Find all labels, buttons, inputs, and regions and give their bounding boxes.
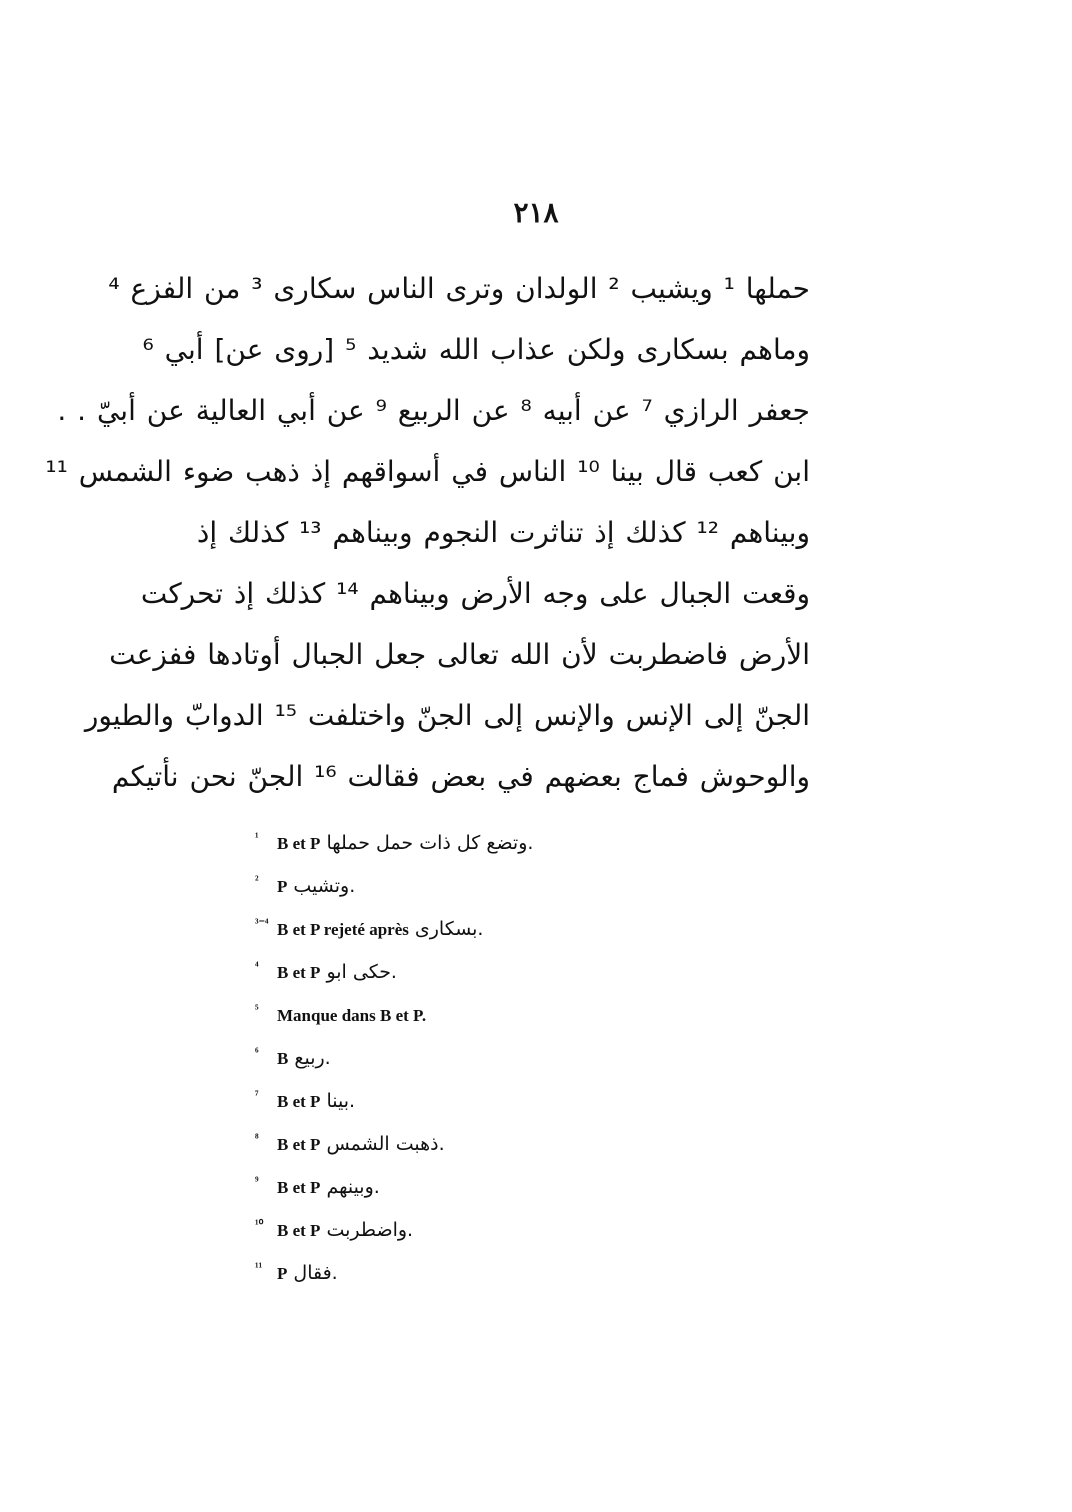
footnote-source: P <box>277 1264 288 1283</box>
footnote-arabic: .وتشيب <box>293 875 356 897</box>
footnote <box>255 1037 755 1080</box>
footnotes <box>255 822 755 1295</box>
footnote-marker: ⁴ <box>255 959 259 973</box>
text-line: ابن كعب قال بينا ¹⁰ الناس في أسواقهم إذ ذهب ضوء الشمس ¹¹ <box>45 455 810 488</box>
footnote-source: B et P <box>277 1178 321 1197</box>
text-line: حملها ¹ ويشيب ² الولدان وترى الناس سكارى ³ من الفزع ⁴ <box>108 272 810 305</box>
footnote-arabic: .واضطربت <box>326 1219 414 1241</box>
footnote <box>255 908 755 951</box>
footnote <box>255 865 755 908</box>
footnote <box>255 1166 755 1209</box>
footnote-source: B et P <box>277 834 321 853</box>
footnote-source: P <box>277 877 288 896</box>
footnote-source: B et P rejeté après <box>277 920 409 939</box>
page-number: ٢١٨ <box>513 196 559 229</box>
footnote-source: Manque dans B et P. <box>277 1006 427 1025</box>
footnote-marker: ⁵ <box>255 1002 259 1016</box>
footnote <box>255 994 755 1037</box>
footnote-arabic: .ذهبت الشمس <box>326 1133 445 1155</box>
footnote-source: B et P <box>277 1221 321 1240</box>
footnote-marker: ⁸ <box>255 1131 259 1145</box>
footnote-source: B et P <box>277 1092 321 1111</box>
text-line: الجنّ إلى الإنس والإنس إلى الجنّ واختلفت ¹⁵ الدوابّ والطيور <box>84 699 810 732</box>
text-line: جعفر الرازي ⁷ عن أبيه ⁸ عن الربيع ⁹ عن أبي العالية عن أبيّ . . <box>57 394 810 427</box>
footnote-arabic: .بينا <box>326 1090 356 1112</box>
text-line: وبيناهم ¹² كذلك إذ تناثرت النجوم وبيناهم ¹³ كذلك إذ <box>196 516 810 549</box>
footnote <box>255 951 755 994</box>
footnote-arabic: .وتضع كل ذات حمل حملها <box>326 832 534 854</box>
footnote <box>255 1209 755 1252</box>
footnote <box>255 1123 755 1166</box>
footnote-arabic: .وبينهم <box>326 1176 380 1198</box>
footnote-source: B <box>277 1049 289 1068</box>
text-line: وماهم بسكارى ولكن عذاب الله شديد ⁵ [روى عن] أبي ⁶ <box>142 333 810 366</box>
footnote <box>255 822 755 865</box>
main-text-block <box>45 258 810 807</box>
footnote-arabic: .حكى ابو <box>326 961 397 983</box>
footnote <box>255 1080 755 1123</box>
footnote <box>255 1252 755 1295</box>
footnote-marker: ¹⁰ <box>255 1217 264 1231</box>
footnote-marker: ⁶ <box>255 1045 259 1059</box>
footnote-marker: ¹¹ <box>255 1260 263 1274</box>
footnote-arabic: .بسكارى <box>414 918 484 940</box>
footnote-marker: ² <box>255 873 259 887</box>
text-line: وقعت الجبال على وجه الأرض وبيناهم ¹⁴ كذلك إذ تحركت <box>140 577 810 610</box>
footnote-source: B et P <box>277 963 321 982</box>
footnote-marker: ⁷ <box>255 1088 259 1102</box>
text-line: الأرض فاضطربت لأن الله تعالى جعل الجبال أوتادها ففزعت <box>109 638 810 671</box>
footnote-marker: ⁹ <box>255 1174 259 1188</box>
footnote-arabic: .فقال <box>293 1262 338 1284</box>
footnote-marker: ³⁻⁴ <box>255 916 269 930</box>
text-line: والوحوش فماج بعضهم في بعض فقالت ¹⁶ الجنّ نحن نأتيكم <box>111 760 810 793</box>
footnote-arabic: .ربيع <box>294 1047 331 1069</box>
footnote-source: B et P <box>277 1135 321 1154</box>
footnote-marker: ¹ <box>255 830 259 844</box>
